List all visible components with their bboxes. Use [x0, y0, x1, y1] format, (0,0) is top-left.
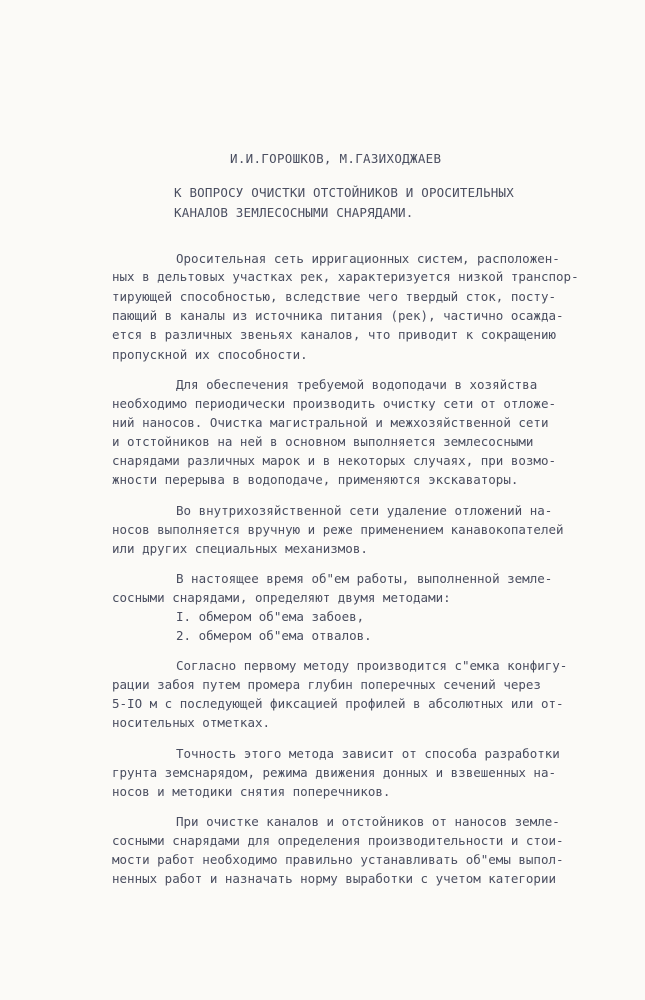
text-line: ний наносов. Очистка магистральной и межхозяйственной сети: [112, 415, 549, 430]
text-line: 5-IO м с последующей фиксацией профилей в абсолютных или от-: [112, 696, 564, 711]
text-line: жности перерыва в водоподаче, применяются экскаваторы.: [112, 472, 519, 487]
text-line: Точность этого метода зависит от способа разработки: [176, 746, 560, 761]
text-line: В настоящее время об"ем работы, выполненной земле-: [176, 571, 553, 586]
text-line: сосными снарядами, определяют двумя методами:: [112, 590, 451, 605]
text-line: тирующей способностью, вследствие чего твердый сток, посту-: [112, 289, 557, 304]
text-line: снарядами различных марок и в некоторых случаях, при возмо-: [112, 453, 557, 468]
title-line-2: КАНАЛОВ ЗЕМЛЕСОСНЫМИ СНАРЯДАМИ.: [174, 205, 414, 220]
text-line: грунта земснарядом, режима движения донных и взвешенных на-: [112, 765, 557, 780]
title-line-1: К ВОПРОСУ ОЧИСТКИ ОТСТОЙНИКОВ И ОРОСИТЕЛЬНЫХ: [174, 185, 514, 200]
text-line: Во внутрихозяйственной сети удаление отложений на-: [176, 503, 553, 518]
text-line: При очистке каналов и отстойников от наносов земле-: [176, 814, 560, 829]
text-line: сосными снарядами для определения производительности и стои-: [112, 833, 564, 848]
text-line: Для обеспечения требуемой водоподачи в хозяйства: [176, 377, 538, 392]
text-line: ненных работ и назначать норму выработки с учетом категории: [112, 871, 557, 886]
text-line: или других специальных механизмов.: [112, 541, 368, 556]
authors-line: И.И.ГОРОШКОВ, М.ГАЗИХОДЖАЕВ: [230, 151, 442, 166]
text-line: носов и методики снятия поперечников.: [112, 784, 391, 799]
list-item: 2. обмером об"ема отвалов.: [176, 628, 372, 643]
text-line: пропускной их способности.: [112, 347, 308, 362]
text-line: рации забоя путем промера глубин поперечных сечений через: [112, 677, 541, 692]
text-line: носов выполняется вручную и реже применением канавокопателей: [112, 522, 564, 537]
text-line: Оросительная сеть ирригационных систем, расположен-: [176, 251, 560, 266]
text-line: мости работ необходимо правильно устанавливать об"емы выпол-: [112, 852, 564, 867]
list-item: I. обмером об"ема забоев,: [176, 609, 365, 624]
text-line: ных в дельтовых участках рек, характеризуется низкой транспор-: [112, 269, 579, 284]
text-line: необходимо периодически производить очистку сети от отложе-: [112, 396, 557, 411]
text-line: Согласно первому методу производится с"емка конфигу-: [176, 658, 568, 673]
text-line: и отстойников на ней в основном выполняется землесосными: [112, 434, 534, 449]
text-line: ется в различных звеньях каналов, что приводит к сокращению: [112, 327, 557, 342]
text-line: носительных отметках.: [112, 715, 271, 730]
text-line: пающий в каналы из источника питания (рек), частично осажда-: [112, 308, 564, 323]
